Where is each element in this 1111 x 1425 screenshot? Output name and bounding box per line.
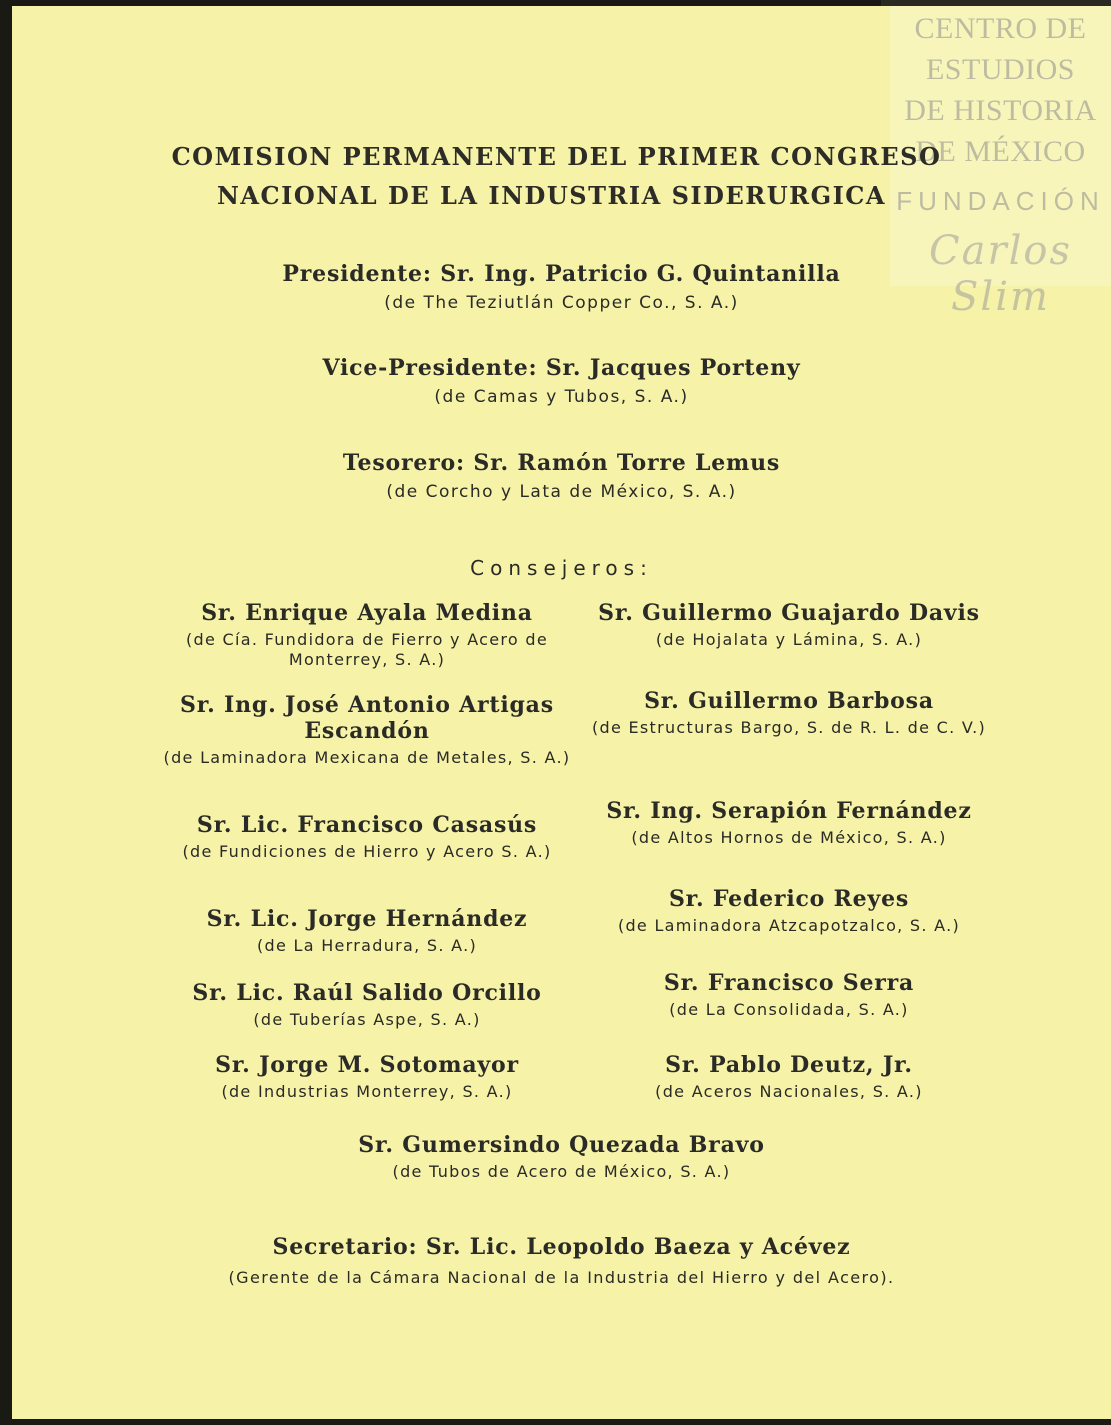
presidente-block: [12, 260, 1111, 314]
document-page: [12, 6, 1111, 1419]
consejero-affiliation: (de Estructuras Bargo, S. de R. L. de C. V.): [591, 718, 987, 737]
consejero-center: [12, 1132, 1111, 1182]
consejero-affiliation: (de Tubos de Acero de México, S. A.): [392, 1162, 731, 1181]
title-line-2: NACIONAL DE LA INDUSTRIA SIDERURGICA: [216, 181, 887, 210]
vicepresidente-affiliation: (de Camas y Tubos, S. A.): [434, 387, 689, 407]
consejero-affiliation: (de Fundiciones de Hierro y Acero S. A.): [182, 842, 552, 861]
watermark-line-2: ESTUDIOS: [925, 53, 1075, 86]
vicepresidente-name: Vice-Presidente: Sr. Jacques Porteny: [322, 355, 801, 381]
title-line-1: COMISION PERMANENTE DEL PRIMER CONGRESO: [171, 142, 942, 171]
consejero-left-3: [162, 812, 572, 862]
consejeros-heading: Consejeros:: [470, 556, 653, 580]
consejero-left-5: [162, 980, 572, 1030]
consejero-name: Sr. Francisco Serra: [663, 970, 915, 996]
consejero-name: Sr. Gumersindo Quezada Bravo: [358, 1132, 765, 1158]
watermark-signature: Carlos Slim: [929, 228, 1072, 320]
consejero-affiliation: (de Hojalata y Lámina, S. A.): [655, 630, 923, 649]
consejero-affiliation: (de Industrias Monterrey, S. A.): [221, 1082, 513, 1101]
consejero-right-2: [589, 688, 989, 738]
consejero-right-1: [589, 600, 989, 650]
secretario-block: [12, 1234, 1111, 1288]
secretario-affiliation: (Gerente de la Cámara Nacional de la Industria del Hierro y del Acero).: [228, 1268, 895, 1287]
consejero-name: Sr. Pablo Deutz, Jr.: [665, 1052, 913, 1078]
consejero-right-3: [589, 798, 989, 848]
consejero-name: Sr. Jorge M. Sotomayor: [215, 1052, 519, 1078]
consejero-name: Sr. Ing. José Antonio Artigas Escandón: [180, 692, 554, 744]
tesorero-affiliation: (de Corcho y Lata de México, S. A.): [386, 482, 737, 502]
consejero-name: Sr. Federico Reyes: [668, 886, 910, 912]
scan-edge-top: [881, 0, 1111, 6]
consejero-left-6: [162, 1052, 572, 1102]
consejero-name: Sr. Guillermo Barbosa: [644, 688, 934, 714]
consejero-affiliation: (de Laminadora Atzcapotzalco, S. A.): [617, 916, 961, 935]
watermark-line-3: DE HISTORIA: [904, 94, 1097, 127]
consejero-left-1: [162, 600, 572, 670]
consejero-right-6: [589, 1052, 989, 1102]
consejero-affiliation: (de Aceros Nacionales, S. A.): [655, 1082, 923, 1101]
consejero-name: Sr. Lic. Raúl Salido Orcillo: [192, 980, 542, 1006]
consejero-affiliation: (de Cía. Fundidora de Fierro y Acero de Monterrey, S. A.): [185, 630, 549, 669]
consejero-affiliation: (de Laminadora Mexicana de Metales, S. A.): [163, 748, 571, 767]
consejero-affiliation: (de La Consolidada, S. A.): [669, 1000, 909, 1019]
tesorero-block: [12, 449, 1111, 503]
secretario-name: Secretario: Sr. Lic. Leopoldo Baeza y Acévez: [272, 1234, 851, 1260]
scan-edge-bottom: [0, 1419, 1111, 1425]
vicepresidente-block: [12, 354, 1111, 408]
presidente-affiliation: (de The Teziutlán Copper Co., S. A.): [384, 293, 739, 313]
tesorero-name: Tesorero: Sr. Ramón Torre Lemus: [342, 450, 781, 476]
watermark-foundation: FUNDACIÓN: [896, 186, 1105, 216]
consejero-left-2: [162, 692, 572, 768]
consejero-name: Sr. Lic. Jorge Hernández: [206, 906, 528, 932]
consejero-name: Sr. Guillermo Guajardo Davis: [598, 600, 980, 626]
consejero-name: Sr. Ing. Serapión Fernández: [606, 798, 972, 824]
consejero-right-4: [589, 886, 989, 936]
consejero-name: Sr. Lic. Francisco Casasús: [196, 812, 538, 838]
consejero-affiliation: (de La Herradura, S. A.): [256, 936, 478, 955]
consejero-name: Sr. Enrique Ayala Medina: [201, 600, 533, 626]
consejero-affiliation: (de Tuberías Aspe, S. A.): [253, 1010, 481, 1029]
consejero-left-4: [162, 906, 572, 956]
presidente-name: Presidente: Sr. Ing. Patricio G. Quintanilla: [282, 261, 841, 287]
consejero-affiliation: (de Altos Hornos de México, S. A.): [631, 828, 947, 847]
consejero-right-5: [589, 970, 989, 1020]
watermark-line-4: DE MÉXICO: [915, 135, 1086, 168]
watermark-line-1: CENTRO DE: [914, 12, 1087, 45]
